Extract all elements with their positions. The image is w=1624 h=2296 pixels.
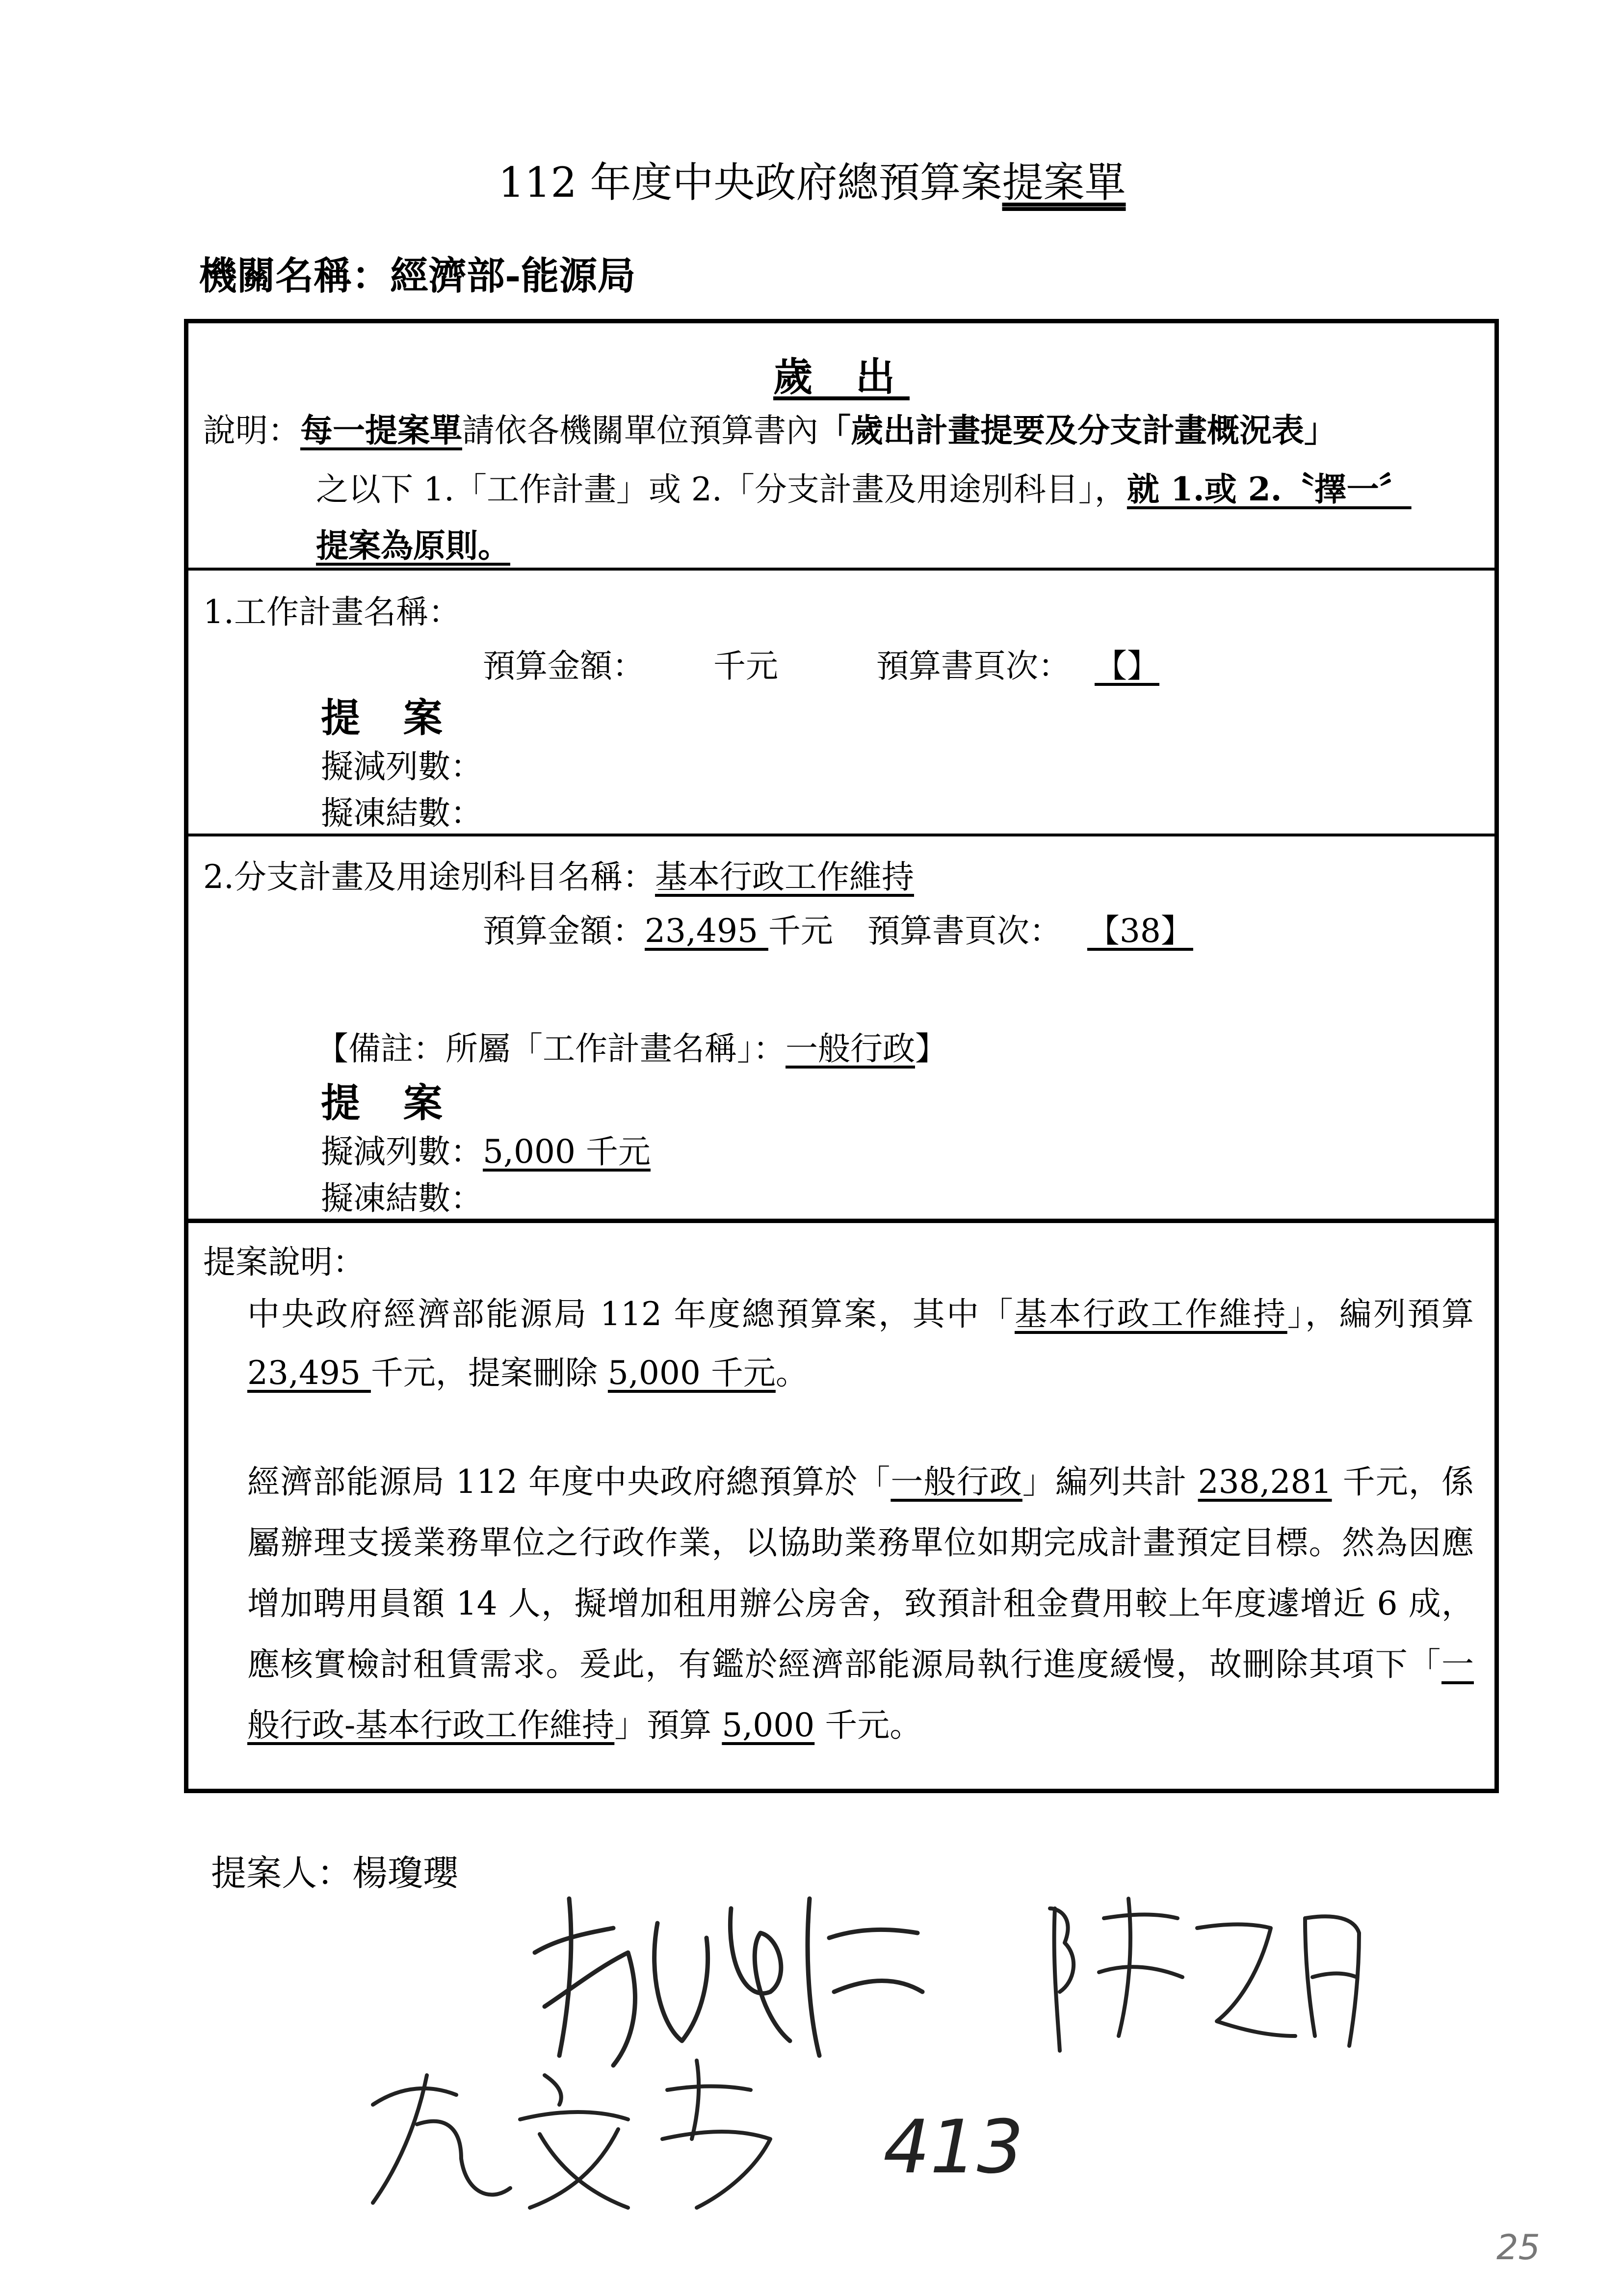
remark-value: 一般行政 [786,1030,915,1068]
signature-3 [353,2046,795,2222]
p1-text-c: 」，編列預算 [1287,1295,1474,1333]
proposer-label: 提案人： [211,1852,353,1894]
agency-label: 機關名稱： [199,254,391,298]
work-plan-budget-row [483,640,1183,686]
p1-text-g: 。 [775,1354,808,1392]
handwritten-number: 413 [883,2105,1024,2190]
title-prefix: 112 年度中央政府總預算案 [498,158,1002,207]
note-text: 請依各機關單位預算書內 [462,412,818,449]
work-plan-label: 1.工作計畫名稱： [203,593,461,631]
sub-plan-name: 基本行政工作維持 [655,858,914,896]
page-title [0,150,1624,209]
sub-plan-budget-row [483,905,1219,951]
p1-budget: 23,495 [247,1354,371,1392]
work-plan-reduce-label: 擬減列數： [321,748,483,785]
sub-plan-page-label: 預算書頁次： [867,912,1062,950]
divider [188,568,1494,571]
sub-plan-reduce-label: 擬減列數： [321,1133,483,1171]
remark-prefix: 【備註：所屬「工作計畫名稱」： [316,1030,786,1068]
note-label: 說明： [203,412,300,449]
note-table-name: 「歲出計畫提要及分支計畫概況表」 [818,411,1336,449]
work-plan-page-value: 【】 [1095,647,1159,685]
note-line-1 [203,404,1336,451]
expense-heading: 歲 出 [773,354,910,400]
title-suffix: 提案單 [1002,158,1126,207]
sub-plan-proposal-heading: 提 案 [321,1080,457,1126]
sub-plan-reduce-value: 5,000 千元 [483,1133,651,1171]
remark-suffix: 】 [915,1030,947,1068]
sub-plan-page-value: 【38】 [1087,912,1193,950]
explanation-paragraph-1 [247,1285,1474,1403]
proposal-form [184,319,1499,1793]
note-choose-one: 就 1.或 2.〝擇一〞 [1126,470,1412,508]
p1-cut: 5,000 千元 [607,1354,776,1392]
divider [188,834,1494,836]
sub-plan-budget-value: 23,495 [645,912,768,950]
work-plan-budget-label: 預算金額： [483,647,645,685]
p2-plan-name: 一般行政 [891,1463,1022,1501]
p2-text-a: 經濟部能源局 112 年度中央政府總預算於「 [247,1463,891,1501]
sub-plan-row [203,851,914,897]
page-mark: 25 [1496,2227,1541,2268]
p2-text-g: 」預算 [614,1706,722,1744]
proposer-line [211,1845,458,1896]
sub-plan-budget-label: 預算金額： [483,912,645,950]
sub-plan-remark [316,1022,947,1069]
work-plan-budget-unit: 千元 [713,647,778,685]
p2-text-i: 千元。 [814,1706,922,1744]
sub-plan-freeze-label: 擬凍結數： [321,1179,483,1217]
agency-line [199,245,635,300]
p2-text-e: 千元，係屬辦理支援業務單位之行政作業，以協助業務單位如期完成計畫預定目標。然為因應增加聘用員額 14 人，擬增加租用辦公房舍，致預計租金費用較上年度遽增近 6 成，應核實檢討租賃需求。爰此，有鑑於經濟部能源局執行進度緩慢，故刪除其項下「 [247,1463,1474,1683]
proposer-name: 楊瓊瓔 [352,1852,459,1894]
sub-plan-label: 2.分支計畫及用途別科目名稱： [203,858,655,896]
sub-plan-budget-unit: 千元 [768,912,833,950]
p2-text-c: 」編列共計 [1022,1463,1198,1501]
p2-cut: 5,000 [722,1706,815,1744]
p1-text-e: 千元，提案刪除 [370,1354,608,1392]
note-line-3: 提案為原則。 [316,526,510,565]
p2-item: 一般行政-基本行政工作維持 [247,1645,1474,1744]
divider [188,1219,1494,1223]
work-plan-freeze-label: 擬凍結數： [321,794,483,832]
note-emphasis: 每一提案單 [300,411,462,449]
work-plan-page-label: 預算書頁次： [876,647,1071,685]
explanation-paragraph-2 [247,1452,1474,1756]
agency-name: 經濟部-能源局 [390,254,636,298]
p2-total: 238,281 [1198,1463,1332,1501]
sub-plan-reduce-row [321,1125,651,1172]
p1-item-name: 基本行政工作維持 [1015,1295,1287,1333]
signature-2 [1030,1889,1374,2056]
note-line-2 [316,463,1412,510]
work-plan-proposal-heading: 提 案 [321,695,457,741]
explanation-label: 提案說明： [203,1243,365,1281]
note-text-2: 之以下 1.「工作計畫」或 2.「分支計畫及用途別科目」， [316,470,1127,508]
p1-text-a: 中央政府經濟部能源局 112 年度總預算案，其中「 [247,1295,1015,1333]
